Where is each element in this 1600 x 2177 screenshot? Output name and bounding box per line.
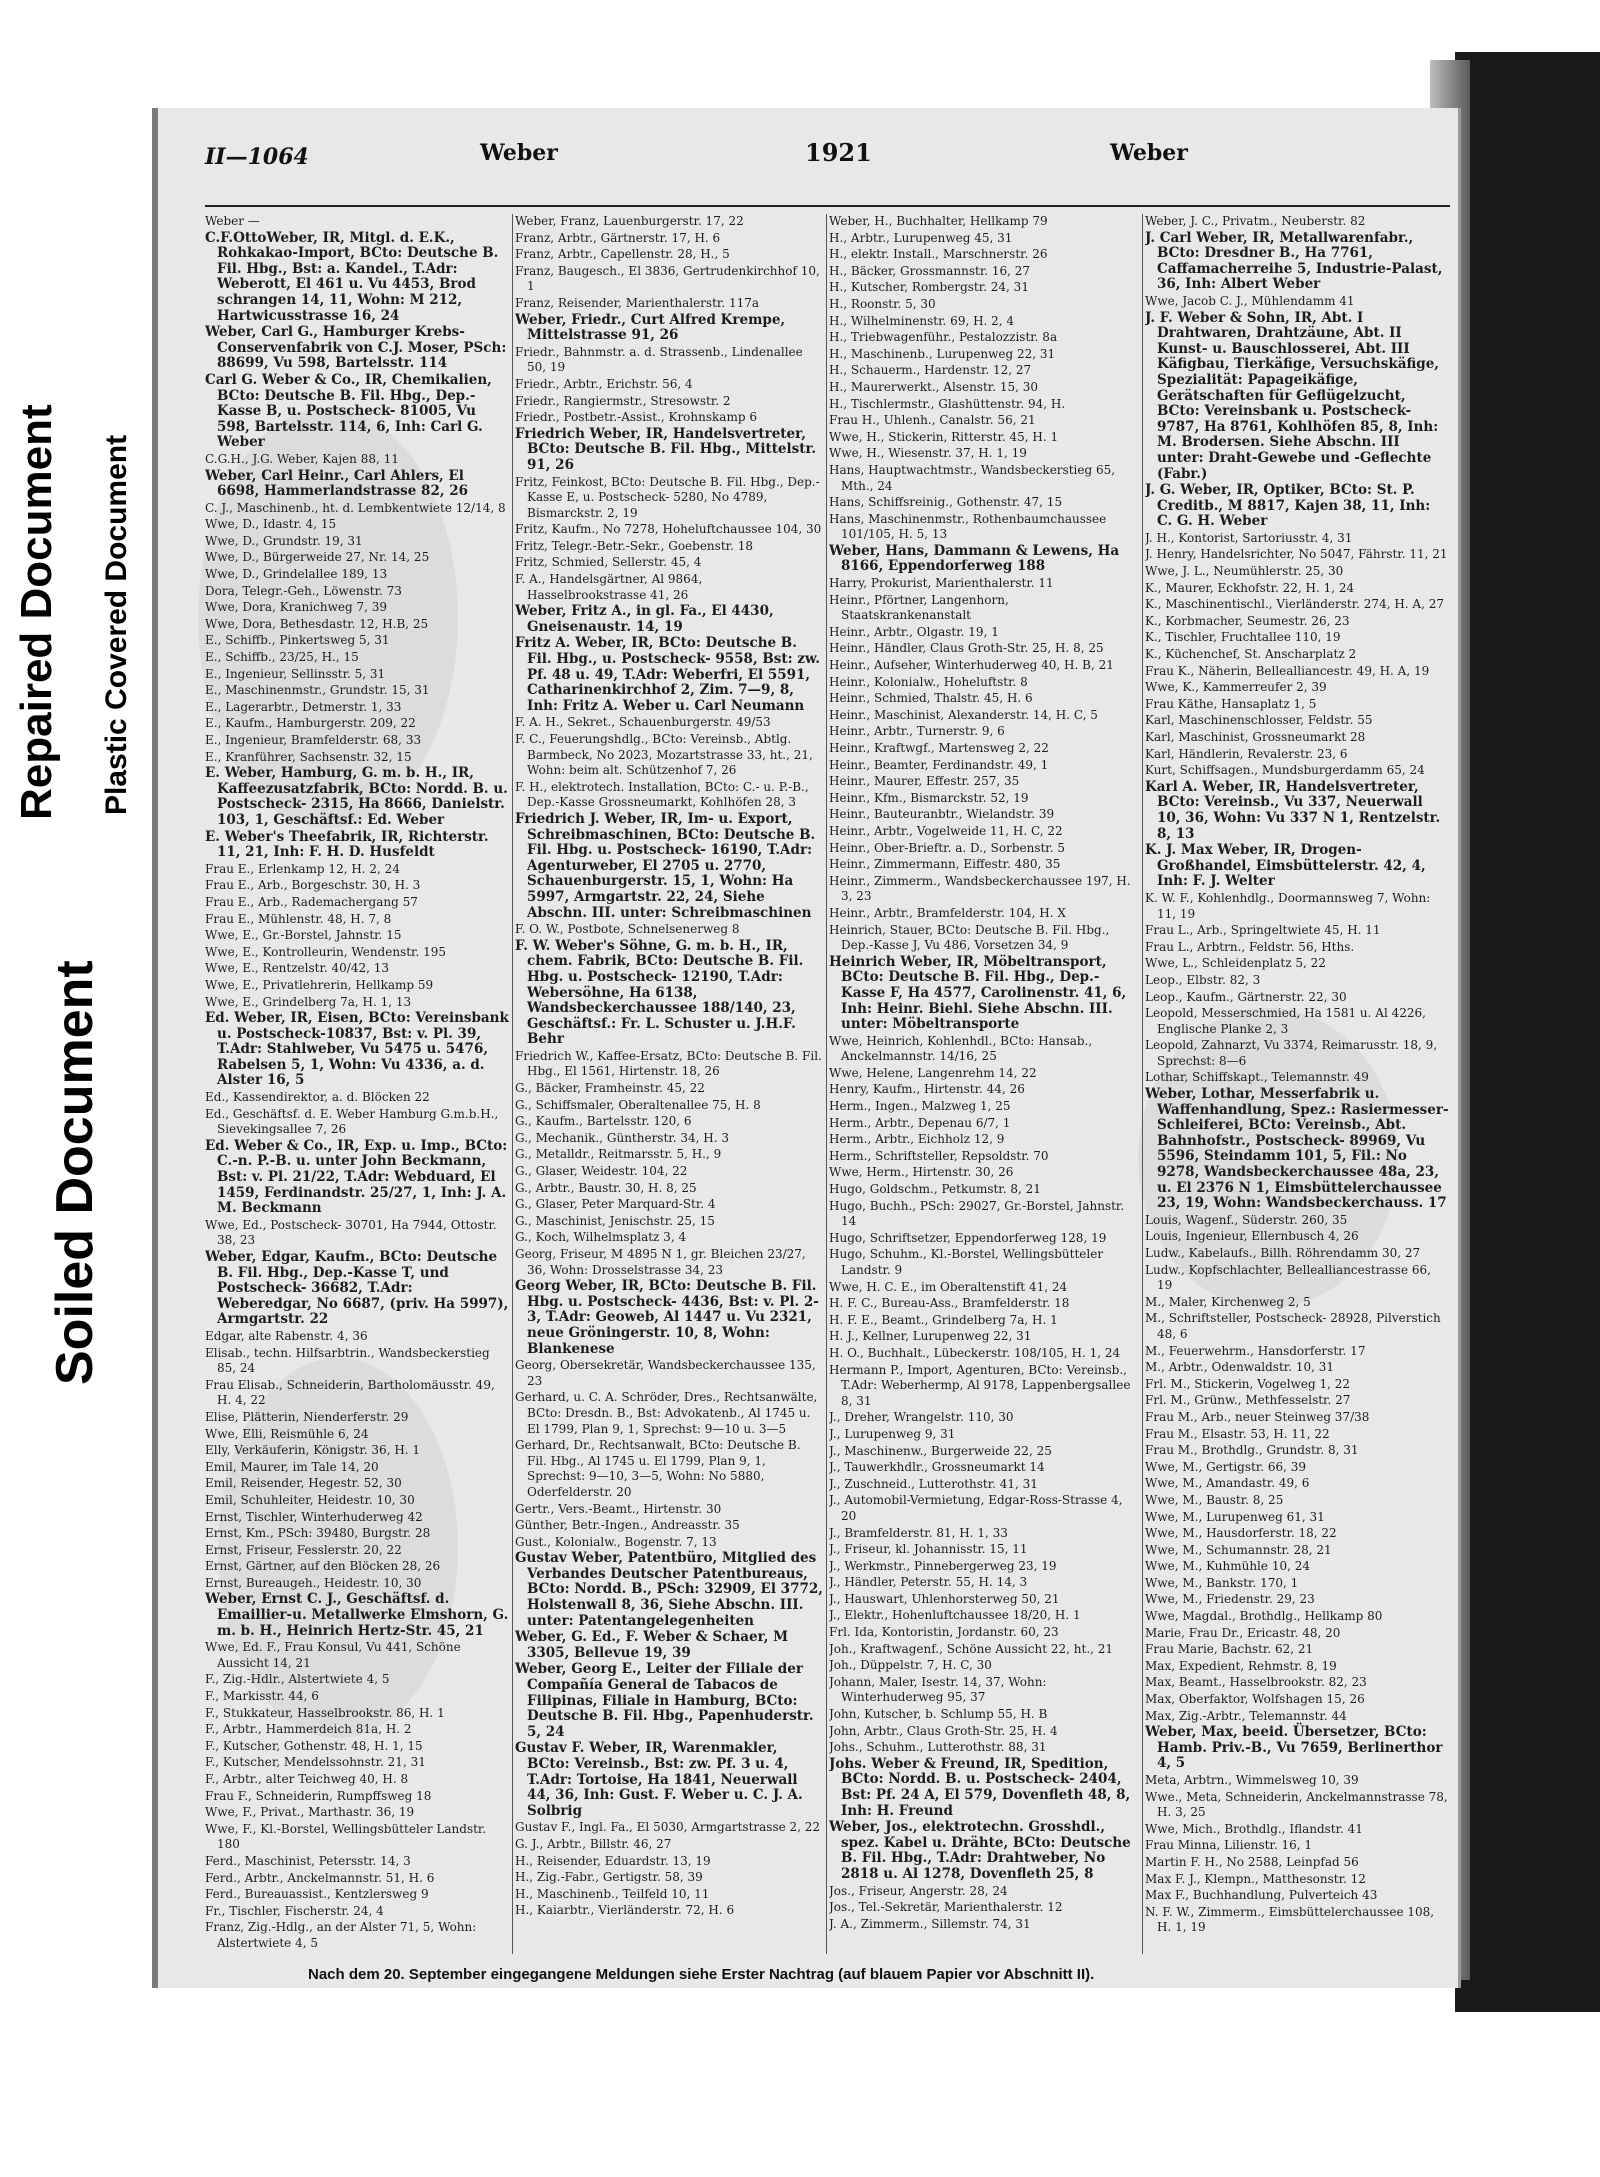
directory-entry: K., Korbmacher, Seumestr. 26, 23 [1145,613,1350,628]
directory-entry: Elisab., techn. Hilfsarbtrin., Wandsbeckerstieg 85, 24 [205,1345,490,1376]
directory-entry: F., Markisstr. 44, 6 [205,1689,319,1704]
directory-columns [205,214,1450,1959]
directory-entry: Franz, Reisender, Marienthalerstr. 117a [515,295,760,310]
directory-entry: H., Zig.-Fabr., Gertigstr. 58, 39 [515,1870,703,1885]
directory-entry: Frau M., Elsastr. 53, H. 11, 22 [1145,1426,1330,1441]
directory-entry: Wwe., Meta, Schneiderin, Anckelmannstrasse 78, H. 3, 25 [1145,1789,1448,1820]
directory-entry: E., Maschinenmstr., Grundstr. 15, 31 [205,683,430,698]
directory-entry: Hans, Maschinenmstr., Rothenbaumchaussee 101/105, H. 5, 13 [829,511,1107,542]
repaired-document-label: Repaired Document [12,404,61,820]
directory-entry: Ernst, Tischler, Winterhuderweg 42 [205,1509,423,1524]
directory-entry: H., Arbtr., Lurupenweg 45, 31 [829,230,1013,245]
directory-entry: H., Schauerm., Hardenstr. 12, 27 [829,363,1032,378]
directory-entry: Frau L., Arbtrn., Feldstr. 56, Hths. [1145,939,1355,954]
directory-entry: Fritz A. Weber, IR, BCto: Deutsche B. Fil. Hbg., u. Postscheck- 9558, Bst: zw. Pf. 48 u. 49, T.Adr: Weberfri, El 5591, Catharinenkirchhof 2, Zim. 7—9, 8, Inh: Fritz A. Weber u. Carl Neumann [515,635,820,714]
directory-entry: Wwe, F., Privat., Marthastr. 36, 19 [205,1805,415,1820]
directory-entry: F., Kutscher, Mendelssohnstr. 21, 31 [205,1755,426,1770]
directory-entry: Gertr., Vers.-Beamt., Hirtenstr. 30 [515,1501,722,1516]
directory-entry: F., Arbtr., alter Teichweg 40, H. 8 [205,1772,409,1786]
directory-entry: Heinr., Maschinist, Alexanderstr. 14, H. C, 5 [829,707,1098,722]
directory-entry: J. A., Zimmerm., Sillemstr. 74, 31 [829,1916,1031,1931]
directory-entry: Heinr., Arbtr., Turnerstr. 9, 6 [829,724,1005,739]
directory-entry: Wwe, M., Gertigstr. 66, 39 [1145,1459,1307,1474]
directory-entry: Johann, Maler, Isestr. 14, 37, Wohn: Winterhuderweg 95, 37 [829,1674,1047,1705]
directory-entry: Günther, Betr.-Ingen., Andreasstr. 35 [515,1518,740,1533]
directory-entry: Friedrich Weber, IR, Handelsvertreter, BCto: Deutsche B. Fil. Hbg., Mittelstr. 91, 26 [515,425,817,473]
directory-entry: Elise, Plätterin, Nienderferstr. 29 [205,1409,409,1424]
directory-entry: J. G. Weber, IR, Optiker, BCto: St. P. Creditb., M 8817, Kajen 38, 11, Inh: C. G. H. Weber [1145,482,1431,530]
directory-entry: Frau E., Erlenkamp 12, H. 2, 24 [205,861,400,876]
directory-column-3 [829,214,1137,1959]
directory-entry: Hugo, Goldschm., Petkumstr. 8, 21 [829,1182,1041,1197]
directory-entry: Friedr., Arbtr., Erichstr. 56, 4 [515,376,693,391]
directory-entry: Gustav Weber, Patentbüro, Mitglied des Verbandes Deutscher Patentbureaus, BCto: Nordd. B., PSch: 32909, El 3772, Holstenwall 8, 36, Siehe Abschn. III. unter: Patentangelegenheiten [515,1550,823,1629]
directory-entry: Friedr., Postbetr.-Assist., Krohnskamp 6 [515,410,757,425]
directory-entry: Karl, Maschinenschlosser, Feldstr. 55 [1145,713,1373,728]
directory-entry: Wwe, M., Schumannstr. 28, 21 [1145,1542,1332,1557]
directory-entry: Ed. Weber & Co., IR, Exp. u. Imp., BCto: C.-n. P.-B. u. unter John Beckmann, Bst: v. Pl. 21/22, T.Adr: Webduard, El 1459, Ferdinandstr. 25/27, 1, Inh: J. A. M. Beckmann [205,1137,508,1217]
directory-entry: Heinr., Maurer, Effestr. 257, 35 [829,774,1020,789]
directory-entry: Heinr., Pförtner, Langenhorn, Staatskrankenanstalt [829,592,1009,623]
directory-entry: Lothar, Schiffskapt., Telemannstr. 49 [1145,1070,1369,1085]
directory-entry: H., Bäcker, Grossmannstr. 16, 27 [829,263,1031,278]
header-keyword-right: Weber [1110,140,1188,166]
directory-entry: Wwe, E., Rentzelstr. 40/42, 13 [205,961,389,976]
directory-entry: H. O., Buchhalt., Lübeckerstr. 108/105, H. 1, 24 [829,1345,1121,1360]
directory-entry: F., Kutscher, Gothenstr. 48, H. 1, 15 [205,1738,423,1753]
directory-entry: Max F., Buchhandlung, Pulverteich 43 [1145,1888,1378,1903]
directory-entry: Heinr., Arbtr., Vogelweide 11, H. C, 22 [829,823,1063,838]
plastic-covered-label: Plastic Covered Document [100,434,133,815]
directory-entry: Gustav F. Weber, IR, Warenmakler, BCto: Vereinsb., Bst: zw. Pf. 3 u. 4, T.Adr: Tortoise, Ha 1841, Neuerwall 44, 36, Inh: Gust. F. Weber u. C. J. A. Solbrig [515,1740,803,1819]
directory-entry: Franz, Baugesch., El 3836, Gertrudenkirchhof 10, 1 [515,263,820,294]
footer-note: Nach dem 20. September eingegangene Meldungen siehe Erster Nachtrag (auf blauem Papier vor Abschnitt II). [308,1966,1095,1983]
header-year: 1921 [805,138,872,167]
directory-entry: J., Friseur, kl. Johannisstr. 15, 11 [829,1542,1028,1557]
directory-entry: E. Weber, Hamburg, G. m. b. H., IR, Kaffeezusatzfabrik, BCto: Nordd. B. u. Postscheck- 2315, Ha 8666, Danielstr. 103, 1, Geschäftsf.: Ed. Weber [205,765,508,828]
directory-entry: Leop., Elbstr. 82, 3 [1145,972,1261,987]
directory-entry: Ed., Kassendirektor, a. d. Blöcken 22 [205,1090,430,1105]
directory-entry: G., Metalldr., Reitmarsstr. 5, H., 9 [515,1147,722,1162]
directory-entry: Frl. M., Grünw., Methfesselstr. 27 [1145,1393,1351,1408]
directory-entry: F., Zig.-Hdlr., Alstertwiete 4, 5 [205,1672,390,1687]
directory-entry: Wwe, M., Kuhmühle 10, 24 [1145,1559,1310,1574]
directory-entry: Karl, Maschinist, Grossneumarkt 28 [1145,730,1366,744]
directory-entry: Weber, J. C., Privatm., Neuberstr. 82 [1145,214,1366,228]
directory-entry: Karl A. Weber, IR, Handelsvertreter, BCto: Vereinsb., Vu 337, Neuerwall 10, 36, Wohn: Vu 337 N 1, Rentzelstr. 8, 13 [1145,778,1441,842]
directory-entry: Louis, Ingenieur, Ellernbusch 4, 26 [1145,1229,1359,1244]
directory-entry: J., Zuschneid., Lutterothstr. 41, 31 [829,1476,1038,1491]
directory-entry: M., Arbtr., Odenwaldstr. 10, 31 [1145,1360,1334,1375]
directory-entry: K. W. F., Kohlenhdlg., Doormannsweg 7, Wohn: 11, 19 [1145,890,1431,921]
directory-entry: F. O. W., Postbote, Schnelsenerweg 8 [515,922,740,937]
directory-entry: G., Maschinist, Jenischstr. 25, 15 [515,1213,715,1228]
directory-entry: Ludw., Kabelaufs., Billh. Röhrendamm 30, 27 [1145,1246,1421,1260]
directory-entry: K., Tischler, Fruchtallee 110, 19 [1145,630,1341,645]
directory-entry: Friedrich J. Weber, IR, Im- u. Export, Schreibmaschinen, BCto: Deutsche B. Fil. Hbg. u. Postscheck- 16190, T.Adr: Agenturweber, El 2705 u. 2770, Schauenburgerstr. 15, 1, Wohn: Ha 5997, Armgartstr. 22, 24, Siehe Abschn. III. unter: Schreibmaschinen [515,810,816,921]
directory-entry: Leopold, Messerschmied, Ha 1581 u. Al 4226, Englische Planke 2, 3 [1145,1006,1426,1036]
directory-entry: Ferd., Arbtr., Anckelmannstr. 51, H. 6 [205,1870,435,1885]
directory-entry: Franz, Zig.-Hdlg., an der Alster 71, 5, Wohn: Alstertwiete 4, 5 [205,1920,477,1950]
directory-entry: Frau K., Näherin, Bellealliancestr. 49, H. A, 19 [1145,663,1430,678]
directory-entry: G., Glaser, Weidestr. 104, 22 [515,1164,688,1179]
book-spine [1455,52,1600,2012]
directory-entry: C.F.OttoWeber, IR, Mitgl. d. E.K., Rohkakao-Import, BCto: Deutsche B. Fil. Hbg., Bst: a. Kandel., T.Adr: Weberott, El 461 u. Vu 4453, Brod schrangen 14, 11, Wohn: M 212, Hartwicusstrasse 16, 24 [205,229,499,324]
directory-entry: F., Stukkateur, Hasselbrookstr. 86, H. 1 [205,1705,445,1720]
directory-entry: Wwe, E., Privatlehrerin, Hellkamp 59 [205,977,434,992]
directory-entry: Jos., Friseur, Angerstr. 28, 24 [829,1883,1008,1898]
directory-entry: Max, Beamt., Hasselbrookstr. 82, 23 [1145,1675,1367,1690]
directory-entry: E., Lagerarbtr., Detmerstr. 1, 33 [205,699,402,714]
directory-entry: Ed., Geschäftsf. d. E. Weber Hamburg G.m.b.H., Sievekingsallee 7, 26 [205,1106,499,1137]
directory-entry: Gerhard, u. C. A. Schröder, Dres., Rechtsanwälte, BCto: Dresdn. B., Bst: Advokatenb., Al 1745 u. El 1799, Plan 9, 1, Sprechst: 9—10 u. 3—5 [515,1390,818,1436]
directory-entry: Wwe, E., Kontrolleurin, Wendenstr. 195 [205,944,446,959]
directory-entry: Wwe, Elli, Reismühle 6, 24 [205,1426,369,1441]
directory-entry: Gust., Kolonialw., Bogenstr. 7, 13 [515,1534,717,1549]
directory-entry: Jos., Tel.-Sekretär, Marienthalerstr. 12 [829,1900,1063,1915]
directory-entry: Wwe, H., Stickerin, Ritterstr. 45, H. 1 [829,429,1059,444]
directory-entry: Hugo, Buchh., PSch: 29027, Gr.-Borstel, Jahnstr. 14 [829,1198,1125,1229]
directory-entry: Wwe, H. C. E., im Oberaltenstift 41, 24 [829,1279,1068,1294]
directory-entry: C. J., Maschinenb., ht. d. Lembkentwiete 12/14, 8 [205,500,506,515]
directory-entry: Frl. Ida, Kontoristin, Jordanstr. 60, 23 [829,1625,1059,1640]
directory-entry: G., Bäcker, Framheinstr. 45, 22 [515,1081,705,1096]
directory-entry: Weber, Georg E., Leiter der Filiale der Compañía General de Tabacos de Filipinas, Filiale in Hamburg, BCto: Deutsche B. Fil. Hbg., Papenhuderstr. 5, 24 [515,1661,814,1740]
directory-entry: Herm., Schriftsteller, Repsoldstr. 70 [829,1148,1049,1163]
directory-entry: E., Schiffb., Pinkertsweg 5, 31 [205,633,390,648]
directory-entry: Emil, Schuhleiter, Heidestr. 10, 30 [205,1492,415,1507]
directory-entry: J., Automobil-Vermietung, Edgar-Ross-Strasse 4, 20 [829,1493,1123,1523]
directory-entry: Wwe, Jacob C. J., Mühlendamm 41 [1145,293,1355,308]
directory-entry: Frau M., Arb., neuer Steinweg 37/38 [1145,1409,1370,1424]
directory-entry: Frau L., Arb., Springeltwiete 45, H. 11 [1145,923,1381,938]
directory-entry: Wwe, F., Kl.-Borstel, Wellingsbütteler Landstr. 180 [205,1821,487,1852]
directory-entry: H. F. C., Bureau-Ass., Bramfelderstr. 18 [829,1296,1070,1311]
directory-entry: Elly, Verkäuferin, Königstr. 36, H. 1 [205,1443,421,1458]
directory-entry: Ernst, Gärtner, auf den Blöcken 28, 26 [205,1559,441,1574]
directory-entry: Wwe, M., Bankstr. 170, 1 [1145,1575,1299,1590]
directory-entry: Heinr., Beamter, Ferdinandstr. 49, 1 [829,757,1049,772]
page-header [205,140,1460,180]
directory-entry: Joh., Kraftwagenf., Schöne Aussicht 22, ht., 21 [829,1641,1114,1656]
directory-entry: Weber, Hans, Dammann & Lewens, Ha 8166, Eppendorferweg 188 [829,542,1120,575]
directory-entry: Frau E., Arb., Rademachergang 57 [205,894,418,909]
directory-entry: Leop., Kaufm., Gärtnerstr. 22, 30 [1145,989,1347,1004]
directory-entry: Heinr., Zimmerm., Wandsbeckerchaussee 197, H. 3, 23 [829,873,1131,904]
directory-entry: Weber, Carl G., Hamburger Krebs-Conservenfabrik von C.J. Moser, PSch: 88699, Vu 598, Bartelsstr. 114 [205,324,507,372]
directory-entry: Friedrich W., Kaffee-Ersatz, BCto: Deutsche B. Fil. Hbg., El 1561, Hirtenstr. 18, 26 [515,1048,822,1079]
directory-entry: Fritz, Feinkost, BCto: Deutsche B. Fil. Hbg., Dep.-Kasse E, u. Postscheck- 5280, No 4789, Bismarckstr. 2, 19 [515,474,820,520]
directory-entry: John, Kutscher, b. Schlump 55, H. B [829,1707,1048,1722]
directory-entry: Ernst, Bureaugeh., Heidestr. 10, 30 [205,1575,422,1590]
directory-entry: Wwe, D., Grundstr. 19, 31 [205,533,363,548]
directory-entry: Ferd., Bureauassist., Kentzlersweg 9 [205,1887,429,1902]
directory-entry: Wwe, M., Hausdorferstr. 18, 22 [1145,1526,1337,1541]
directory-entry: Heinrich, Stauer, BCto: Deutsche B. Fil. Hbg., Dep.-Kasse J, Vu 486, Vorsetzen 34, 9 [829,922,1110,953]
directory-entry: F. W. Weber's Söhne, G. m. b. H., IR, chem. Fabrik, BCto: Deutsche B. Fil. Hbg. u. Postscheck- 12190, T.Adr: Webersöhne, Ha 6138, Wandsbeckerchaussee 188/140, 23, Geschäftsf.: Fr. L. Schuster u. J.H.F. Behr [515,937,804,1048]
directory-entry: Heinr., Bauteuranbtr., Wielandstr. 39 [829,807,1055,822]
directory-entry: Carl G. Weber & Co., IR, Chemikalien, BCto: Deutsche B. Fil. Hbg., Dep.-Kasse B, u. Postscheck- 81005, Vu 598, Bartelsstr. 114, 6, Inh: Carl G. Weber [205,371,492,451]
directory-entry: Wwe, Ed. F., Frau Konsul, Vu 441, Schöne Aussicht 14, 21 [205,1640,461,1670]
directory-entry: Wwe, E., Grindelberg 7a, H. 1, 13 [205,994,412,1009]
directory-entry: Max, Zig.-Arbtr., Telemannstr. 44 [1145,1708,1347,1723]
directory-entry: Wwe, H., Wiesenstr. 37, H. 1, 19 [829,446,1027,461]
directory-entry: Ludw., Kopfschlachter, Bellealliancestrasse 66, 19 [1145,1262,1431,1293]
directory-entry: J., Werkmstr., Pinnebergerweg 23, 19 [829,1558,1057,1573]
directory-entry: Fr., Tischler, Fischerstr. 24, 4 [205,1903,384,1918]
directory-column-1 [205,214,510,1959]
directory-entry: Heinr., Händler, Claus Groth-Str. 25, H. 8, 25 [829,641,1104,656]
directory-entry: Weber, Carl Heinr., Carl Ahlers, El 6698, Hammerlandstrasse 82, 26 [205,467,469,500]
directory-entry: Weber, Ernst C. J., Geschäftsf. d. Emaillier-u. Metallwerke Elmshorn, G. m. b. H., Heinrich Hertz-Str. 45, 21 [205,1591,509,1639]
directory-entry: Wwe, Herm., Hirtenstr. 30, 26 [829,1165,1014,1180]
directory-entry: Weber, Max, beeid. Übersetzer, BCto: Hamb. Priv.-B., Vu 7659, Berlinerthor 4, 5 [1145,1724,1443,1772]
directory-entry: Herm., Ingen., Malzweg 1, 25 [829,1099,1011,1114]
directory-entry: Weber, Fritz A., in gl. Fa., El 4430, Gneisenaustr. 14, 19 [515,603,774,635]
directory-entry: H., Roonstr. 5, 30 [829,296,936,311]
directory-entry: N. F. W., Zimmerm., Eimsbüttelerchaussee 108, H. 1, 19 [1145,1904,1435,1935]
directory-entry: Wwe, E., Gr.-Borstel, Jahnstr. 15 [205,928,402,943]
directory-entry: G., Kaufm., Bartelsstr. 120, 6 [515,1114,692,1129]
directory-column-2 [515,214,823,1959]
directory-entry: Martin F. H., No 2588, Leinpfad 56 [1145,1854,1359,1869]
directory-entry: Johs., Schuhm., Lutterothstr. 88, 31 [829,1740,1047,1755]
directory-entry: Henry, Kaufm., Hirtenstr. 44, 26 [829,1082,1025,1097]
directory-entry: M., Schriftsteller, Postscheck- 28928, Pilverstich 48, 6 [1145,1311,1441,1341]
directory-entry: G., Arbtr., Baustr. 30, H. 8, 25 [515,1180,697,1195]
directory-entry: Friedr., Bahnmstr. a. d. Strassenb., Lindenallee 50, 19 [515,344,803,375]
directory-entry: Wwe, D., Grindelallee 189, 13 [205,567,388,582]
directory-entry: Hans, Hauptwachtmstr., Wandsbeckerstieg 65, Mth., 24 [829,462,1116,493]
directory-entry: J., Lurupenweg 9, 31 [829,1426,956,1441]
directory-entry: Weber, H., Buchhalter, Hellkamp 79 [829,214,1048,228]
directory-entry: K., Küchenchef, St. Anscharplatz 2 [1145,647,1357,662]
directory-entry: E., Kranführer, Sachsenstr. 32, 15 [205,749,412,764]
directory-entry: Weber, Franz, Lauenburgerstr. 17, 22 [515,214,744,228]
directory-entry: H., Reisender, Eduardstr. 13, 19 [515,1853,711,1868]
directory-entry: Heinr., Arbtr., Bramfelderstr. 104, H. X [829,905,1066,920]
directory-entry: H., Kaiarbtr., Vierländerstr. 72, H. 6 [515,1903,735,1918]
directory-entry: Franz, Arbtr., Gärtnerstr. 17, H. 6 [515,230,721,245]
directory-entry: G., Schiffsmaler, Oberaltenallee 75, H. 8 [515,1097,761,1112]
directory-entry: C.G.H., J.G. Weber, Kajen 88, 11 [205,451,399,466]
directory-entry: Wwe, Mich., Brothdlg., Iflandstr. 41 [1145,1821,1363,1836]
directory-entry: Heinr., Ober-Brieftr. a. D., Sorbenstr. 5 [829,840,1065,855]
directory-entry: Hugo, Schriftsetzer, Eppendorferweg 128, 19 [829,1230,1107,1245]
directory-entry: H., elektr. Install., Marschnerstr. 26 [829,247,1048,262]
directory-entry: Emil, Maurer, im Tale 14, 20 [205,1459,379,1474]
directory-entry: J., Maschinenw., Burgerweide 22, 25 [829,1443,1052,1458]
directory-entry: J., Dreher, Wrangelstr. 110, 30 [829,1410,1014,1425]
directory-entry: Edgar, alte Rabenstr. 4, 36 [205,1328,368,1343]
directory-entry: Frl. M., Stickerin, Vogelweg 1, 22 [1145,1376,1350,1391]
directory-entry: Wwe, J. L., Neumühlerstr. 25, 30 [1145,564,1344,579]
directory-entry: Harry, Prokurist, Marienthalerstr. 11 [829,576,1054,591]
directory-entry: Wwe, Magdal., Brothdlg., Hellkamp 80 [1145,1609,1383,1624]
directory-entry: E., Kaufm., Hamburgerstr. 209, 22 [205,716,416,731]
directory-entry: J. F. Weber & Sohn, IR, Abt. I Drahtwaren, Drahtzäune, Abt. II Kunst- u. Bauschlosserei, Abt. III Käfigbau, Tierkäfige, Versuchskäfige, Spezialität: Papageikäfige, Gerätschaften für Geflügelzucht, BCto: Vereinsbank u. Postscheck- 9787, Ha 8761, Kohlhöfen 85, 8, Inh: M. Brodersen. Siehe Abschn. III unter: Draht-Gewebe und -Geflechte (Fabr.) [1145,309,1439,482]
directory-entry: Joh., Düppelstr. 7, H. C, 30 [829,1658,992,1673]
directory-entry: K., Maschinentischl., Vierländerstr. 274, H. A, 27 [1145,597,1444,612]
directory-entry: J. H., Kontorist, Sartoriusstr. 4, 31 [1145,530,1353,545]
directory-entry: Hans, Schiffsreinig., Gothenstr. 47, 15 [829,495,1063,510]
directory-entry: Ferd., Maschinist, Petersstr. 14, 3 [205,1853,411,1868]
directory-entry: Weber, Edgar, Kaufm., BCto: Deutsche B. Fil. Hbg., Dep.-Kasse T, und Postscheck- 36682, T.Adr: Weberedgar, No 6687, (priv. Ha 5997), Armgartstr. 22 [205,1249,509,1328]
directory-entry: J. Henry, Handelsrichter, No 5047, Fährstr. 11, 21 [1145,547,1448,562]
directory-entry: Louis, Wagenf., Süderstr. 260, 35 [1145,1212,1348,1227]
directory-entry: Dora, Telegr.-Geh., Löwenstr. 73 [205,583,402,598]
directory-entry: Heinr., Aufseher, Winterhuderweg 40, H. B, 21 [829,658,1114,673]
directory-entry: Frau Elisab., Schneiderin, Bartholomäusstr. 49, H. 4, 22 [205,1377,495,1408]
directory-entry: Weber, G. Ed., F. Weber & Schaer, M 3305, Bellevue 19, 39 [515,1629,789,1661]
directory-entry: Wwe, K., Kammerreufer 2, 39 [1145,680,1327,695]
directory-entry: Heinr., Schmied, Thalstr. 45, H. 6 [829,691,1033,706]
directory-entry: Heinr., Zimmermann, Eiffestr. 480, 35 [829,857,1061,872]
directory-entry: Weber, Jos., elektrotechn. Grosshdl., spez. Kabel u. Drähte, BCto: Deutsche B. Fil. Hbg., T.Adr: Drahtweber, No 2818 u. Al 1278, Dovenfleth 25, 8 [829,1819,1131,1882]
directory-entry: Frau E., Arb., Borgeschstr. 30, H. 3 [205,878,421,893]
directory-entry: Friedr., Rangiermstr., Stresowstr. 2 [515,393,731,408]
directory-entry: Max, Expedient, Rehmstr. 8, 19 [1145,1658,1337,1673]
directory-entry: Max F. J., Klempn., Matthesonstr. 12 [1145,1871,1366,1886]
directory-entry: F. A. H., Sekret., Schauenburgerstr. 49/53 [515,715,771,730]
directory-entry: Heinr., Kolonialw., Hoheluftstr. 8 [829,674,1028,689]
directory-entry: Johs. Weber & Freund, IR, Spedition, BCto: Nordd. B. u. Postscheck- 2404, Bst: Pf. 24 A, El 579, Dovenfleth 48, 8, Inh: H. Freund [829,1755,1131,1819]
directory-entry: Wwe, Heinrich, Kohlenhdl., BCto: Hansab., Anckelmannstr. 14/16, 25 [829,1033,1093,1064]
directory-entry: H., Kutscher, Rombergstr. 24, 31 [829,280,1029,295]
directory-entry: Frau Marie, Bachstr. 62, 21 [1145,1642,1314,1657]
directory-entry: Fritz, Kaufm., No 7278, Hoheluftchaussee 104, 30 [515,522,822,537]
directory-entry: Frau H., Uhlenh., Canalstr. 56, 21 [829,413,1036,428]
directory-entry: Herm., Arbtr., Eichholz 12, 9 [829,1132,1005,1147]
directory-entry: H., Wilhelminenstr. 69, H. 2, 4 [829,313,1015,328]
directory-entry: F. A., Handelsgärtner, Al 9864, Hasselbrookstrasse 41, 26 [515,572,703,602]
directory-entry: Fritz, Telegr.-Betr.-Sekr., Goebenstr. 18 [515,538,753,553]
directory-entry: Karl, Händlerin, Revalerstr. 23, 6 [1145,746,1348,761]
directory-entry: Franz, Arbtr., Capellenstr. 28, H., 5 [515,247,730,262]
directory-entry: Heinr., Kfm., Bismarckstr. 52, 19 [829,790,1029,805]
directory-entry: Ernst, Friseur, Fesslerstr. 20, 22 [205,1542,402,1557]
directory-entry: H. J., Kellner, Lurupenweg 22, 31 [829,1329,1032,1344]
directory-entry: Wwe, Dora, Bethesdastr. 12, H.B, 25 [205,616,429,631]
directory-entry: Georg, Friseur, M 4895 N 1, gr. Bleichen 23/27, 36, Wohn: Drosselstrasse 34, 23 [515,1247,806,1277]
directory-entry: Leopold, Zahnarzt, Vu 3374, Reimarusstr. 18, 9, Sprechst: 8—6 [1145,1038,1438,1068]
directory-entry: John, Arbtr., Claus Groth-Str. 25, H. 4 [829,1723,1058,1738]
directory-entry: Marie, Frau Dr., Ericastr. 48, 20 [1145,1625,1341,1640]
directory-entry: Frau F., Schneiderin, Rumpffsweg 18 [205,1788,432,1803]
directory-entry: Heinr., Kraftwgf., Martensweg 2, 22 [829,741,1049,755]
directory-entry: Frau M., Brothdlg., Grundstr. 8, 31 [1145,1443,1359,1458]
directory-entry: Hugo, Schuhm., Kl.-Borstel, Wellingsbütteler Landstr. 9 [829,1247,1104,1277]
directory-entry: F. H., elektrotech. Installation, BCto: C.- u. P.-B., Dep.-Kasse Grossneumarkt, Kohlhöfen 28, 3 [515,779,809,810]
directory-entry: Wwe, M., Lurupenweg 61, 31 [1145,1509,1325,1524]
directory-entry: Weber, Lothar, Messerfabrik u. Waffenhandlung, Spez.: Rasiermesser-Schleiferei, BCto: Vereinsb., Abt. Bahnhofstr., Postscheck- 89969, Vu 5596, Steindamm 101, 5, Fil.: No 9278, Wandsbeckerchaussee 48a, 23, u. El 2376 N 1, Eimsbüttelerchaussee 23, 19, Wohn: Wandsbeckerchauss. 17 [1145,1086,1449,1212]
directory-entry: Fritz, Schmied, Sellerstr. 45, 4 [515,555,702,570]
directory-entry: H., Tischlermstr., Glashüttenstr. 94, H. [829,396,1066,411]
directory-entry: Heinr., Arbtr., Olgastr. 19, 1 [829,624,999,639]
header-keyword-left: Weber [480,140,558,166]
directory-entry: K. J. Max Weber, IR, Drogen-Großhandel, Eimsbüttelerstr. 42, 4, Inh: F. J. Welter [1145,842,1426,890]
directory-entry: Max, Oberfaktor, Wolfshagen 15, 26 [1145,1692,1365,1707]
directory-entry: Hermann P., Import, Agenturen, BCto: Vereinsb., T.Adr: Weberhermp, Al 9178, Lappenbergsallee 8, 31 [829,1362,1131,1408]
directory-entry: K., Maurer, Eckhofstr. 22, H. 1, 24 [1145,580,1355,595]
directory-entry: E., Ingenieur, Sellinsstr. 5, 31 [205,666,386,681]
directory-entry: Weber — [205,214,260,228]
directory-entry: Wwe, Helene, Langenrehm 14, 22 [829,1065,1037,1080]
directory-entry: E., Schiffb., 23/25, H., 15 [205,650,359,665]
directory-entry: Meta, Arbtrn., Wimmelsweg 10, 39 [1145,1773,1359,1787]
directory-entry: Wwe, M., Amandastr. 49, 6 [1145,1476,1310,1491]
directory-entry: H., Triebwagenführ., Pestalozzistr. 8a [829,330,1058,345]
directory-entry: E., Ingenieur, Bramfelderstr. 68, 33 [205,733,422,747]
directory-entry: J., Händler, Peterstr. 55, H. 14, 3 [829,1575,1028,1590]
directory-entry: Frau Minna, Lilienstr. 16, 1 [1145,1838,1312,1853]
directory-entry: G. J., Arbtr., Billstr. 46, 27 [515,1836,672,1851]
directory-entry: Herm., Arbtr., Depenau 6/7, 1 [829,1115,1011,1130]
directory-entry: H. F. E., Beamt., Grindelberg 7a, H. 1 [829,1312,1058,1327]
directory-entry: G., Koch, Wilhelmsplatz 3, 4 [515,1230,687,1245]
directory-entry: Georg, Obersekretär, Wandsbeckerchaussee 135, 23 [515,1358,816,1388]
directory-entry: Frau Käthe, Hansaplatz 1, 5 [1145,696,1317,711]
directory-entry: Wwe, D., Bürgerweide 27, Nr. 14, 25 [205,550,430,565]
directory-entry: Gustav F., Ingl. Fa., El 5030, Armgartstrasse 2, 22 [515,1820,821,1835]
directory-entry: F., Arbtr., Hammerdeich 81a, H. 2 [205,1722,412,1737]
directory-entry: J. Carl Weber, IR, Metallwarenfabr., BCto: Dresdner B., Ha 7761, Caffamacherreihe 5, Industrie-Palast, 36, Inh: Albert Weber [1145,229,1443,293]
directory-entry: M., Maler, Kirchenweg 2, 5 [1145,1294,1311,1309]
directory-entry: J., Elektr., Hohenluftchaussee 18/20, H. 1 [829,1608,1081,1623]
directory-entry: Wwe, Dora, Kranichweg 7, 39 [205,600,387,615]
directory-entry: J., Bramfelderstr. 81, H. 1, 33 [829,1525,1008,1540]
directory-entry: Wwe, L., Schleidenplatz 5, 22 [1145,956,1326,971]
directory-entry: Weber, Friedr., Curt Alfred Krempe, Mittelstrasse 91, 26 [515,311,786,344]
soiled-document-label: Soiled Document [46,960,104,1385]
directory-entry: J., Tauwerkhdlr., Grossneumarkt 14 [829,1460,1045,1475]
directory-entry: J., Hauswart, Uhlenhorsterweg 50, 21 [829,1591,1060,1606]
directory-entry: Wwe, Ed., Postscheck- 30701, Ha 7944, Ottostr. 38, 23 [205,1217,497,1248]
header-rule [205,205,1450,207]
directory-entry: Gerhard, Dr., Rechtsanwalt, BCto: Deutsche B. Fil. Hbg., Al 1745 u. El 1799, Plan 9, 1, Sprechst: 9—10, 3—5, Wohn: No 5880, Oderfelderstr. 20 [515,1438,801,1499]
directory-entry: H., Maschinenb., Teilfeld 10, 11 [515,1886,710,1901]
directory-entry: F. C., Feuerungshdlg., BCto: Vereinsb., Abtlg. Barmbeck, No 2023, Mozartstrasse 33, ht., 21, Wohn: beim alt. Schützenhof 7, 26 [515,732,813,778]
directory-entry: Kurt, Schiffsagen., Mundsburgerdamm 65, 24 [1145,763,1425,778]
directory-entry: Georg Weber, IR, BCto: Deutsche B. Fil. Hbg. u. Postscheck- 4436, Bst: v. Pl. 2-3, T.Adr: Geoweb, Al 1447 u. Vu 2321, neue Gröningerstr. 10, 8, Wohn: Blankenese [515,1278,819,1357]
directory-entry: Frau E., Mühlenstr. 48, H. 7, 8 [205,911,392,926]
directory-column-4 [1145,214,1450,1959]
directory-entry: H., Maschinenb., Lurupenweg 22, 31 [829,346,1056,361]
directory-entry: Emil, Reisender, Hegestr. 52, 30 [205,1476,402,1491]
directory-entry: Heinrich Weber, IR, Möbeltransport, BCto: Deutsche B. Fil. Hbg., Dep.-Kasse F, Ha 4577, Carolinenstr. 41, 6, Inh: Heinr. Biehl. Siehe Abschn. III. unter: Möbeltransporte [829,953,1127,1033]
directory-entry: H., Maurerwerkt., Alsenstr. 15, 30 [829,379,1038,394]
directory-entry: E. Weber's Theefabrik, IR, Richterstr. 11, 21, Inh: F. H. D. Husfeldt [205,828,489,861]
directory-entry: M., Feuerwehrm., Hansdorferstr. 17 [1145,1343,1366,1358]
directory-entry: Ernst, Km., PSch: 39480, Burgstr. 28 [205,1526,431,1541]
directory-entry: G., Glaser, Peter Marquard-Str. 4 [515,1197,716,1212]
directory-entry: G., Mechanik., Güntherstr. 34, H. 3 [515,1130,729,1145]
directory-entry: Wwe, M., Baustr. 8, 25 [1145,1492,1284,1507]
directory-entry: Wwe, M., Friedenstr. 29, 23 [1145,1592,1315,1607]
page-reference: II—1064 [205,144,309,170]
directory-entry: Wwe, D., Idastr. 4, 15 [205,517,337,532]
directory-entry: Ed. Weber, IR, Eisen, BCto: Vereinsbank u. Postscheck-10837, Bst: v. Pl. 39, T.Adr: Stahlweber, Vu 5475 u. 5476, Rabelsen 5, 1, Wohn: Vu 4336, a. d. Alster 16, 5 [205,1010,509,1089]
